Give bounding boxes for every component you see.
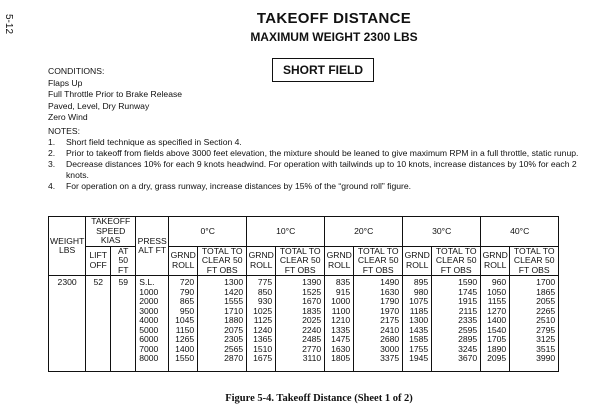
table-cell: 1335 <box>331 324 351 335</box>
table-cell: 2265 <box>536 305 556 316</box>
note-item <box>48 181 593 192</box>
condition-item: Paved, Level, Dry Runway <box>48 100 150 111</box>
table-cell: 1000 <box>331 296 351 306</box>
grnd-roll-header: GRND ROLL <box>481 246 510 276</box>
table-cell: 5000 <box>139 324 159 335</box>
table-cell: 2055 <box>536 296 556 306</box>
table-cell: 2075 <box>224 324 244 335</box>
table-cell: 1300 <box>224 277 244 287</box>
page-subtitle: MAXIMUM WEIGHT 2300 LBS <box>250 30 418 44</box>
note-text: Prior to takeoff from fields above 3000 feet elevation, the mixture should be leaned to give maximum RPM in a full throttle, static runup. <box>66 148 579 158</box>
table-cell: 2795 <box>536 324 556 335</box>
table-cell: 915 <box>335 286 351 297</box>
table-cell: 3000 <box>380 343 400 354</box>
table-cell: S.L. <box>139 277 155 287</box>
table-cell: 1510 <box>253 343 273 354</box>
table-cell: 1945 <box>409 353 429 363</box>
grnd-roll-header: GRND ROLL <box>403 246 432 276</box>
table-cell: 1700 <box>536 277 556 287</box>
table-cell: 3245 <box>458 343 478 354</box>
table-cell: 1890 <box>487 343 507 354</box>
table-cell: 775 <box>257 277 273 287</box>
grnd-roll-column <box>403 276 432 372</box>
table-cell: 1045 <box>175 315 195 325</box>
condition-item: Zero Wind <box>48 112 88 122</box>
note-number: 1. <box>48 137 56 147</box>
page-title: TAKEOFF DISTANCE <box>256 10 412 27</box>
total-column <box>510 276 559 372</box>
table-cell: 950 <box>179 305 195 316</box>
total-header: TOTAL TO CLEAR 50 FT OBS <box>510 246 559 276</box>
condition-item: Flaps Up <box>48 77 83 88</box>
table-cell: 2115 <box>458 305 478 316</box>
table-cell: 2335 <box>458 315 478 325</box>
table-cell: 1805 <box>331 353 351 363</box>
total-header: TOTAL TO CLEAR 50 FT OBS <box>354 246 403 276</box>
note-text: Decrease distances 10% for each 9 knots headwind. For operation with tailwinds up to 10 knots, increase distances by 10% for each 2 knots. <box>66 159 577 180</box>
table-cell: 1525 <box>302 286 322 297</box>
table-cell: 1915 <box>458 296 478 306</box>
table-cell: 1050 <box>487 286 507 297</box>
table-cell: 4000 <box>139 315 159 325</box>
table-cell: 1365 <box>253 334 273 344</box>
table-cell: 1210 <box>331 315 351 325</box>
press-alt-header: PRESS ALT FT <box>136 217 169 276</box>
grnd-roll-header: GRND ROLL <box>247 246 276 276</box>
table-cell: 865 <box>179 296 195 306</box>
table-cell: 1025 <box>253 305 273 316</box>
table-cell: 1400 <box>487 315 507 325</box>
table-cell: 1790 <box>380 296 400 306</box>
table-cell: 2510 <box>536 315 556 325</box>
table-cell: 1475 <box>331 334 351 344</box>
table-cell: 3110 <box>302 353 322 363</box>
table-cell: 1300 <box>409 315 429 325</box>
table-cell: 1630 <box>380 286 400 297</box>
temp-header-10: 10°C <box>247 217 325 247</box>
table-cell: 1670 <box>302 296 322 306</box>
table-cell: 7000 <box>139 343 159 354</box>
takeoff-distance-table <box>48 216 559 372</box>
notes-heading: NOTES: <box>48 126 80 136</box>
temp-header-40: 40°C <box>481 217 559 247</box>
total-column <box>276 276 325 372</box>
table-cell: 1880 <box>224 315 244 325</box>
temp-header-20: 20°C <box>325 217 403 247</box>
table-cell: 3000 <box>139 305 159 316</box>
table-cell: 1435 <box>409 324 429 335</box>
table-cell: 1490 <box>380 277 400 287</box>
at-50ft-value: 59 <box>111 276 136 372</box>
figure-caption: Figure 5-4. Takeoff Distance (Sheet 1 of 2) <box>225 393 413 404</box>
lift-off-value: 52 <box>86 276 111 372</box>
note-item <box>48 148 593 159</box>
table-cell: 1585 <box>409 334 429 344</box>
table-cell: 1540 <box>487 324 507 335</box>
table-cell: 2240 <box>302 324 322 335</box>
note-number: 3. <box>48 159 56 169</box>
table-cell: 850 <box>257 286 273 297</box>
weight-value: 2300 <box>49 276 86 372</box>
notes-block <box>48 126 593 192</box>
table-cell: 3670 <box>458 353 478 363</box>
table-cell: 1185 <box>409 305 429 316</box>
table-cell: 1865 <box>536 286 556 297</box>
table-cell: 2175 <box>380 315 400 325</box>
table-cell: 1240 <box>253 324 273 335</box>
table-cell: 3990 <box>536 353 556 363</box>
grnd-roll-column <box>169 276 198 372</box>
table-cell: 1390 <box>302 277 322 287</box>
press-alt-column <box>136 276 169 372</box>
table-cell: 1675 <box>253 353 273 363</box>
temp-header-0: 0°C <box>169 217 247 247</box>
table-cell: 1150 <box>175 324 195 335</box>
table-cell: 960 <box>491 277 507 287</box>
table-cell: 1075 <box>409 296 429 306</box>
table-cell: 1265 <box>175 334 195 344</box>
table-cell: 1155 <box>487 296 507 306</box>
table-cell: 1550 <box>175 353 195 363</box>
takeoff-speed-header: TAKEOFF SPEED KIAS <box>86 217 136 247</box>
table-cell: 720 <box>179 277 195 287</box>
table-cell: 1100 <box>331 305 351 316</box>
table-cell: 1970 <box>380 305 400 316</box>
grnd-roll-header: GRND ROLL <box>325 246 354 276</box>
weight-header: WEIGHT LBS <box>49 217 86 276</box>
table-cell: 1420 <box>224 286 244 297</box>
table-cell: 2000 <box>139 296 159 306</box>
table-cell: 930 <box>257 296 273 306</box>
table-cell: 1630 <box>331 343 351 354</box>
table-cell: 2410 <box>380 324 400 335</box>
table-cell: 1745 <box>458 286 478 297</box>
table-cell: 2095 <box>487 353 507 363</box>
total-header: TOTAL TO CLEAR 50 FT OBS <box>198 246 247 276</box>
note-item <box>48 159 593 181</box>
table-cell: 2565 <box>224 343 244 354</box>
note-text: Short field technique as specified in Section 4. <box>66 137 242 147</box>
table-cell: 2870 <box>224 353 244 363</box>
note-number: 2. <box>48 148 56 158</box>
table-cell: 980 <box>413 286 429 297</box>
table-cell: 2770 <box>302 343 322 354</box>
table-cell: 1555 <box>224 296 244 306</box>
table-cell: 8000 <box>139 353 159 363</box>
total-header: TOTAL TO CLEAR 50 FT OBS <box>432 246 481 276</box>
table-cell: 1755 <box>409 343 429 354</box>
total-header: TOTAL TO CLEAR 50 FT OBS <box>276 246 325 276</box>
table-cell: 790 <box>179 286 195 297</box>
grnd-roll-header: GRND ROLL <box>169 246 198 276</box>
table-cell: 1590 <box>458 277 478 287</box>
total-column <box>432 276 481 372</box>
note-text: For operation on a dry, grass runway, increase distances by 15% of the “ground roll” figure. <box>66 181 412 191</box>
table-cell: 2485 <box>302 334 322 344</box>
grnd-roll-column <box>247 276 276 372</box>
total-column <box>198 276 247 372</box>
table-cell: 1835 <box>302 305 322 316</box>
lift-off-header: LIFT OFF <box>86 246 111 276</box>
table-cell: 6000 <box>139 334 159 344</box>
conditions-block <box>48 66 182 124</box>
table-cell: 1705 <box>487 334 507 344</box>
table-cell: 2680 <box>380 334 400 344</box>
table-cell: 1000 <box>139 286 159 297</box>
table-cell: 2895 <box>458 334 478 344</box>
table-cell: 1710 <box>224 305 244 316</box>
condition-item: Full Throttle Prior to Brake Release <box>48 89 183 99</box>
table-cell: 1400 <box>175 343 195 354</box>
table-cell: 1125 <box>253 315 273 325</box>
table-cell: 3515 <box>536 343 556 354</box>
at-50ft-header: AT 50 FT <box>111 246 136 276</box>
table-cell: 2025 <box>302 315 322 325</box>
temp-header-30: 30°C <box>403 217 481 247</box>
note-number: 4. <box>48 181 56 191</box>
short-field-badge: SHORT FIELD <box>272 58 374 82</box>
table-cell: 2305 <box>224 334 244 344</box>
table-cell: 895 <box>413 277 429 287</box>
conditions-heading: CONDITIONS: <box>48 66 105 76</box>
table-cell: 835 <box>335 277 351 287</box>
table-cell: 1270 <box>487 305 507 316</box>
table-cell: 3125 <box>536 334 556 344</box>
page-number: 5-12 <box>3 14 14 35</box>
table-cell: 3375 <box>380 353 400 363</box>
table-cell: 2595 <box>458 324 478 335</box>
grnd-roll-column <box>325 276 354 372</box>
total-column <box>354 276 403 372</box>
note-item <box>48 137 593 148</box>
grnd-roll-column <box>481 276 510 372</box>
